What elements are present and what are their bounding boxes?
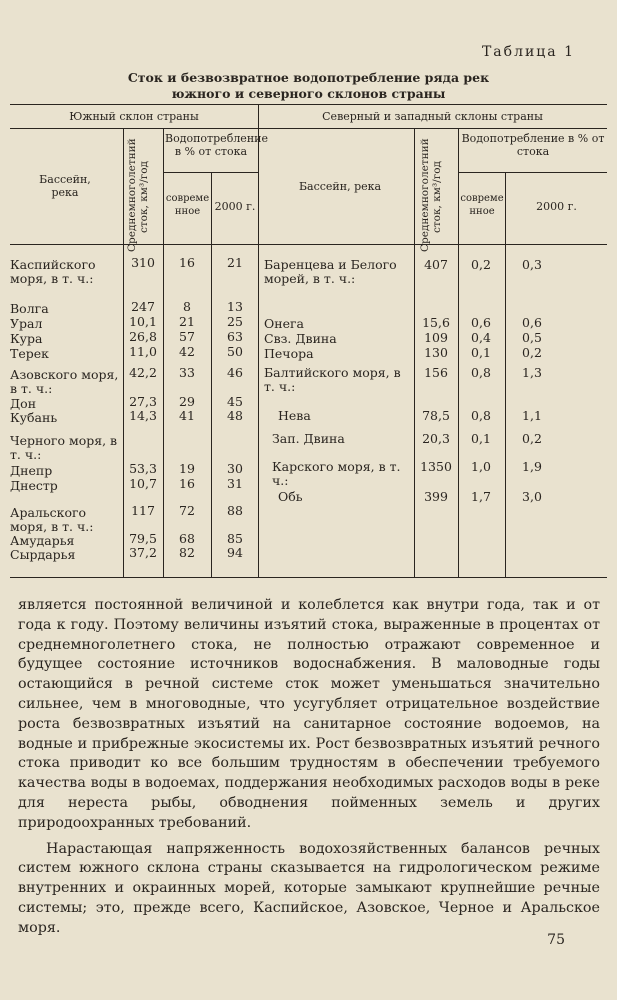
south-row-11-current: 72 (179, 503, 195, 518)
table-label: Таблица 1 (481, 44, 575, 60)
south-basin-header: Бассейн, река (39, 173, 91, 199)
north-row-6-name: Зап. Двина (272, 431, 345, 446)
south-row-9-current: 19 (179, 461, 195, 476)
south-row-7-2000: 48 (227, 408, 243, 423)
south-row-4-name: Терек (10, 346, 49, 361)
north-row-7-runoff: 1350 (420, 459, 452, 474)
south-row-6-name: Дон (10, 396, 37, 411)
south-row-10-name: Днестр (10, 478, 58, 493)
north-row-3-current: 0,1 (471, 345, 491, 360)
south-row-2-runoff: 10,1 (129, 314, 157, 329)
north-use-rule (458, 172, 607, 173)
table-title-line1: Сток и безвозвратное водопотребление ряда рек (127, 70, 490, 85)
south-current-header: современное (165, 193, 210, 217)
north-row-3-name: Печора (264, 346, 314, 361)
south-row-9-2000: 30 (227, 461, 243, 476)
north-row-7-2000: 1,9 (522, 459, 542, 474)
north-row-4-name: Балтийского моря, в т. ч.: (264, 365, 401, 394)
south-2000-header: 2000 г. (214, 200, 256, 213)
south-row-3-current: 57 (179, 329, 195, 344)
south-row-3-runoff: 26,8 (129, 329, 157, 344)
table-top-rule (10, 104, 607, 105)
north-row-4-2000: 1,3 (522, 365, 542, 380)
north-runoff-header: Среднемноголетний сток, км³/год (419, 138, 443, 252)
south-row-10-runoff: 10,7 (129, 476, 157, 491)
south-row-9-runoff: 53,3 (129, 461, 157, 476)
table-title (0, 70, 617, 102)
south-col-sep-3 (211, 172, 212, 577)
north-group-rule (258, 128, 607, 129)
north-header: Северный и западный склоны страны (322, 110, 543, 123)
south-row-2-name: Урал (10, 316, 43, 331)
south-row-13-name: Сырдарья (10, 547, 76, 562)
north-row-5-runoff: 78,5 (422, 408, 450, 423)
south-use-header: Водопотребление в % от стока (165, 132, 268, 158)
north-row-5-name: Нева (278, 408, 311, 423)
table-bottom-rule (10, 577, 607, 578)
north-row-3-runoff: 130 (424, 345, 448, 360)
north-col-sep-3 (505, 172, 506, 577)
north-row-0-2000: 0,3 (522, 257, 542, 272)
south-row-5-current: 33 (179, 365, 195, 380)
slope-divider (258, 104, 259, 577)
south-row-7-current: 41 (179, 408, 195, 423)
south-runoff-header: Среднемноголетний сток, км³/год (126, 138, 150, 252)
south-row-6-2000: 45 (227, 394, 243, 409)
south-group-rule (10, 128, 258, 129)
south-row-0-name: Каспийского моря, в т. ч.: (10, 257, 96, 286)
north-row-0-current: 0,2 (471, 257, 491, 272)
south-row-0-2000: 21 (227, 255, 243, 270)
body-text (18, 596, 600, 939)
south-row-12-runoff: 79,5 (129, 531, 157, 546)
north-row-6-2000: 0,2 (522, 431, 542, 446)
south-row-12-name: Амударья (10, 533, 75, 548)
north-row-1-runoff: 15,6 (422, 315, 450, 330)
south-row-4-runoff: 11,0 (129, 344, 157, 359)
north-current-header: современное (460, 193, 504, 217)
south-row-5-2000: 46 (227, 365, 243, 380)
north-row-7-name: Карского моря, в т. ч.: (272, 459, 401, 488)
south-row-0-runoff: 310 (131, 255, 155, 270)
north-row-8-current: 1,7 (471, 489, 491, 504)
south-row-1-2000: 13 (227, 299, 243, 314)
north-row-4-current: 0,8 (471, 365, 491, 380)
north-row-8-2000: 3,0 (522, 489, 542, 504)
north-row-8-runoff: 399 (424, 489, 448, 504)
north-row-5-2000: 1,1 (522, 408, 542, 423)
north-basin-header: Бассейн, река (298, 180, 382, 193)
south-row-6-current: 29 (179, 394, 195, 409)
table-title-line2: южного и северного склонов страны (171, 86, 446, 101)
page-number: 75 (547, 932, 565, 948)
north-row-1-current: 0,6 (471, 315, 491, 330)
north-row-7-current: 1,0 (471, 459, 491, 474)
north-row-1-name: Онега (264, 316, 304, 331)
south-row-13-runoff: 37,2 (129, 545, 157, 560)
south-row-11-name: Аральского моря, в т. ч.: (10, 505, 94, 534)
south-row-1-runoff: 247 (131, 299, 155, 314)
north-col-sep-1 (414, 128, 415, 577)
north-2000-header: 2000 г. (536, 200, 577, 213)
south-row-3-name: Кура (10, 331, 43, 346)
south-row-10-current: 16 (179, 476, 195, 491)
south-row-10-2000: 31 (227, 476, 243, 491)
north-row-1-2000: 0,6 (522, 315, 542, 330)
north-row-0-runoff: 407 (424, 257, 448, 272)
south-row-1-name: Волга (10, 301, 49, 316)
south-row-12-current: 68 (179, 531, 195, 546)
south-row-5-name: Азовского моря, в т. ч.: (10, 367, 119, 396)
south-row-11-2000: 88 (227, 503, 243, 518)
south-row-4-current: 42 (179, 344, 195, 359)
south-row-5-runoff: 42,2 (129, 365, 157, 380)
north-row-5-current: 0,8 (471, 408, 491, 423)
north-row-2-current: 0,4 (471, 330, 491, 345)
north-use-header: Водопотребление в % от стока (461, 132, 605, 158)
south-row-1-current: 8 (183, 299, 191, 314)
paragraph-1: является постоянной величиной и колеблется как внутри года, так и от года к году. Поэтому величины изъятий стока, выраженные в процентах от среднемноголетнего стока, не полностью отражают современное и будущее состояние источников водоснабжения. В маловодные годы остающийся в речной системе сток может уменьшаться значительно сильнее, чем в многоводные, что усугубляет отрицательное воздействие роста безвозвратных изъятий на санитарное состояние водоемов, на водные и прибрежные экосистемы их. Рост безвозвратных изъятий речного стока приводит ко все большим трудностям в обеспечении требуемого качества воды в водоемах, поддержания необходимых расходов воды в реке для нереста рыбы, обводнения пойменных земель и других природоохранных требований. (18, 597, 600, 831)
south-row-4-2000: 50 (227, 344, 243, 359)
south-row-12-2000: 85 (227, 531, 243, 546)
north-row-3-2000: 0,2 (522, 345, 542, 360)
south-row-6-runoff: 27,3 (129, 394, 157, 409)
north-row-2-2000: 0,5 (522, 330, 542, 345)
south-row-13-current: 82 (179, 545, 195, 560)
north-row-6-runoff: 20,3 (422, 431, 450, 446)
south-row-9-name: Днепр (10, 463, 53, 478)
south-row-0-current: 16 (179, 255, 195, 270)
south-row-7-name: Кубань (10, 410, 58, 425)
south-row-13-2000: 94 (227, 545, 243, 560)
north-row-8-name: Обь (278, 489, 303, 504)
table-header-rule (10, 244, 607, 245)
north-row-2-runoff: 109 (424, 330, 448, 345)
south-row-8-name: Черного моря, в т. ч.: (10, 433, 118, 462)
south-row-2-2000: 25 (227, 314, 243, 329)
paragraph-2: Нарастающая напряженность водохозяйственных балансов речных систем южного склона страны сказывается на гидрологическом режиме внутренних и окраинных морей, которые замыкают крупнейшие речные системы; это, прежде всего, Каспийское, Азовское, Черное и Аральское моря. (18, 840, 600, 936)
north-row-2-name: Свз. Двина (264, 331, 337, 346)
north-row-4-runoff: 156 (424, 365, 448, 380)
north-row-6-current: 0,1 (471, 431, 491, 446)
south-row-11-runoff: 117 (131, 503, 155, 518)
south-row-7-runoff: 14,3 (129, 408, 157, 423)
south-row-2-current: 21 (179, 314, 195, 329)
south-header: Южный склон страны (69, 110, 199, 123)
south-row-3-2000: 63 (227, 329, 243, 344)
north-row-0-name: Баренцева и Белого морей, в т. ч.: (264, 257, 397, 286)
